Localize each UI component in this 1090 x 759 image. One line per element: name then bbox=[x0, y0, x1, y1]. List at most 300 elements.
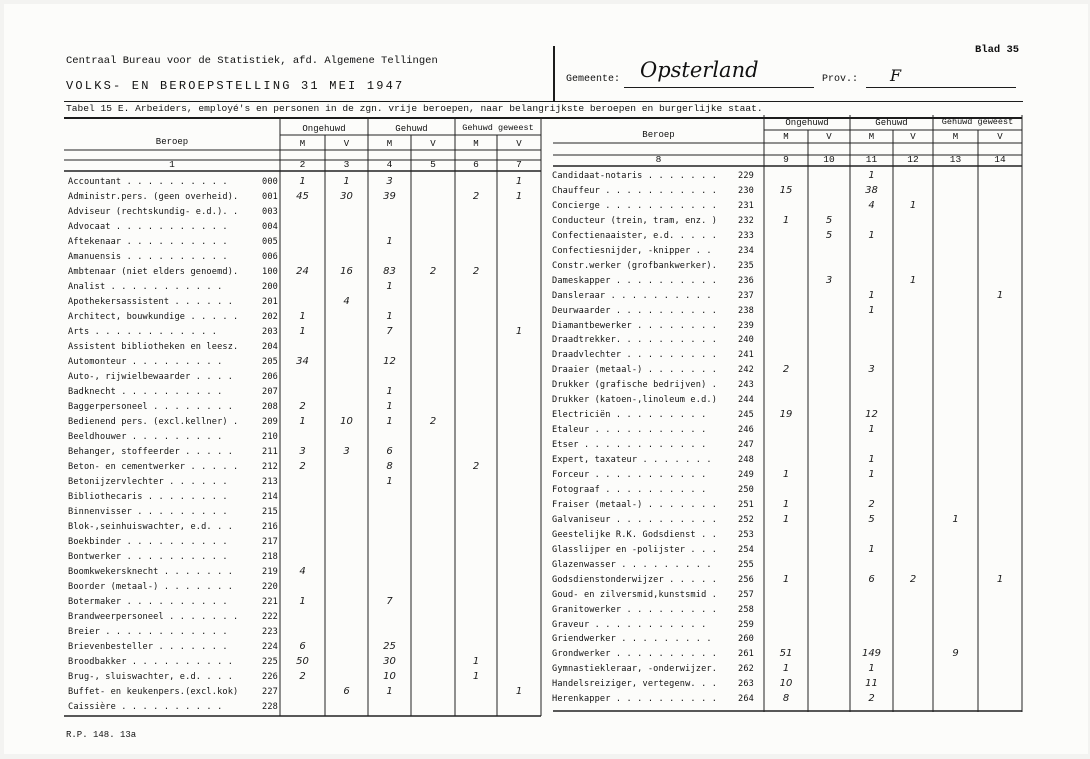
table-row bbox=[68, 582, 542, 595]
m-header: M bbox=[386, 139, 393, 149]
table-row bbox=[552, 440, 1022, 453]
occupation-code: 201 bbox=[262, 297, 278, 307]
organization-line: Centraal Bureau voor de Statistiek, afd. Algemene Tellingen bbox=[66, 55, 438, 67]
count-cell: 10 bbox=[383, 671, 396, 682]
prov-label: Prov.: bbox=[822, 74, 859, 85]
count-cell: 3 bbox=[825, 274, 833, 286]
table-row bbox=[68, 402, 542, 415]
table-row bbox=[68, 192, 542, 205]
occupation-label: Bontwerker . . . . . . . . . . bbox=[68, 552, 228, 562]
occupation-code: 226 bbox=[262, 672, 278, 682]
beroep-header-right: Beroep bbox=[642, 130, 675, 140]
occupation-code: 231 bbox=[738, 200, 754, 211]
occupation-label: Dansleraar . . . . . . . . . . bbox=[552, 290, 712, 301]
column-number: 12 bbox=[907, 154, 919, 165]
m-header: M bbox=[299, 139, 306, 149]
gemeente-label: Gemeente: bbox=[566, 74, 621, 85]
occupation-code: 230 bbox=[738, 185, 754, 196]
occupation-code: 202 bbox=[262, 312, 278, 322]
occupation-label: Dameskapper . . . . . . . . . . bbox=[552, 275, 718, 286]
count-cell: 1 bbox=[386, 236, 393, 247]
occupation-code: 223 bbox=[262, 627, 278, 637]
table-row bbox=[68, 252, 542, 265]
table-row bbox=[68, 492, 542, 505]
occupation-code: 233 bbox=[738, 230, 754, 241]
column-number: 4 bbox=[386, 159, 393, 170]
occupation-label: Galvaniseur . . . . . . . . . . bbox=[552, 514, 718, 525]
table-row bbox=[552, 365, 1022, 378]
count-cell: 16 bbox=[340, 266, 353, 277]
table-row bbox=[68, 267, 542, 280]
occupation-label: Beton- en cementwerker . . . . . bbox=[68, 462, 239, 472]
count-cell: 1 bbox=[868, 424, 875, 436]
occupation-code: 237 bbox=[738, 290, 754, 301]
occupation-code: 221 bbox=[262, 597, 278, 607]
table-row bbox=[68, 477, 542, 490]
table-title: Tabel 15 E. Arbeiders, employé's en personen in de zgn. vrije beroepen, naar belangrijkste beroepen en burgerlijke staat. bbox=[66, 103, 763, 114]
table-row bbox=[552, 545, 1022, 558]
occupation-label: Deurwaarder . . . . . . . . . . bbox=[552, 305, 718, 316]
count-cell: 6 bbox=[386, 446, 393, 457]
table-row bbox=[552, 500, 1022, 513]
count-cell: 45 bbox=[296, 191, 309, 202]
column-number: 13 bbox=[949, 154, 962, 165]
occupation-code: 245 bbox=[738, 410, 754, 421]
gehuwd-geweest-header-right: Gehuwd geweest bbox=[941, 117, 1014, 127]
census-title: VOLKS- EN BEROEPSTELLING 31 MEI 1947 bbox=[66, 79, 405, 93]
count-cell: 1 bbox=[782, 573, 790, 585]
count-cell: 34 bbox=[296, 356, 309, 367]
table-row bbox=[552, 455, 1022, 468]
column-number: 3 bbox=[343, 159, 350, 170]
table-row bbox=[68, 687, 542, 700]
table-row bbox=[552, 605, 1022, 618]
count-cell: 1 bbox=[299, 176, 306, 187]
count-cell: 5 bbox=[825, 214, 833, 226]
occupation-label: Handelsreiziger, vertegenw. . . bbox=[552, 679, 718, 690]
occupation-label: Brug-, sluiswachter, e.d. . . . bbox=[68, 672, 234, 682]
occupation-label: Etaleur . . . . . . . . . . . bbox=[552, 425, 707, 436]
table-row bbox=[552, 634, 1022, 647]
count-cell: 2 bbox=[782, 364, 790, 376]
occupation-label: Bedienend pers. (excl.kellner) . bbox=[68, 417, 239, 427]
occupation-code: 253 bbox=[738, 529, 754, 540]
table-row bbox=[552, 470, 1022, 483]
occupation-code: 225 bbox=[262, 657, 278, 667]
occupation-label: Draadtrekker. . . . . . . . . . bbox=[552, 335, 718, 346]
table-row bbox=[68, 177, 542, 190]
count-cell: 39 bbox=[383, 191, 396, 202]
table-row bbox=[552, 335, 1022, 348]
occupation-label: Grondwerker . . . . . . . . . . bbox=[552, 649, 718, 660]
m-header: M bbox=[783, 132, 789, 142]
count-cell: 6 bbox=[868, 573, 875, 585]
count-cell: 1 bbox=[868, 663, 875, 675]
occupation-code: 216 bbox=[262, 522, 278, 532]
occupation-code: 215 bbox=[262, 507, 278, 517]
occupation-label: Boorder (metaal-) . . . . . . . bbox=[68, 582, 234, 592]
occupation-code: 229 bbox=[738, 171, 754, 181]
table-row bbox=[68, 672, 542, 685]
occupation-label: Candidaat-notaris . . . . . . . bbox=[552, 171, 718, 181]
table-row bbox=[68, 657, 542, 670]
count-cell: 3 bbox=[386, 176, 393, 187]
occupation-label: Graveur . . . . . . . . . . . bbox=[552, 619, 707, 630]
occupation-label: Glazenwasser . . . . . . . . . bbox=[552, 559, 712, 570]
table-row bbox=[552, 350, 1022, 363]
table-row bbox=[68, 447, 542, 460]
occupation-code: 004 bbox=[262, 222, 278, 232]
occupation-label: Badknecht . . . . . . . . . . bbox=[68, 387, 223, 397]
table-row bbox=[552, 201, 1022, 214]
gehuwd-geweest-header-left: Gehuwd geweest bbox=[462, 123, 534, 133]
occupation-label: Aftekenaar . . . . . . . . . . bbox=[68, 237, 228, 247]
occupation-code: 235 bbox=[738, 260, 754, 271]
count-cell: 83 bbox=[383, 266, 396, 277]
count-cell: 1 bbox=[868, 543, 875, 555]
occupation-label: Confectienaaister, e.d. . . . . bbox=[552, 230, 718, 241]
beroep-header-left: Beroep bbox=[155, 137, 189, 147]
occupation-label: Automonteur . . . . . . . . . bbox=[68, 357, 223, 367]
table-row bbox=[68, 597, 542, 610]
count-cell: 2 bbox=[429, 266, 437, 277]
count-cell: 24 bbox=[296, 266, 309, 277]
table-row bbox=[552, 694, 1022, 707]
v-header: V bbox=[910, 132, 916, 142]
count-cell: 1 bbox=[868, 170, 875, 181]
occupation-code: 210 bbox=[262, 432, 278, 442]
column-number: 14 bbox=[994, 154, 1006, 165]
form-number: R.P. 148. 13a bbox=[66, 730, 137, 740]
occupation-code: 255 bbox=[738, 559, 754, 570]
table-row bbox=[68, 552, 542, 565]
count-cell: 5 bbox=[825, 229, 833, 241]
occupation-code: 214 bbox=[262, 492, 278, 502]
occupation-code: 206 bbox=[262, 372, 278, 382]
count-cell: 1 bbox=[952, 513, 959, 525]
occupation-code: 238 bbox=[738, 305, 754, 316]
count-cell: 1 bbox=[343, 176, 350, 187]
occupation-code: 001 bbox=[262, 192, 278, 202]
occupation-code: 212 bbox=[262, 462, 278, 472]
count-cell: 1 bbox=[909, 274, 917, 286]
count-cell: 1 bbox=[868, 454, 875, 466]
count-cell: 9 bbox=[952, 648, 959, 660]
ongehuwd-header-left: Ongehuwd bbox=[302, 124, 346, 134]
table-row bbox=[68, 237, 542, 250]
occupation-label: Fraiser (metaal-) . . . . . . . bbox=[552, 499, 718, 510]
occupation-label: Buffet- en keukenpers.(excl.kok) bbox=[68, 687, 239, 697]
occupation-code: 261 bbox=[738, 649, 754, 660]
count-cell: 1 bbox=[515, 191, 523, 202]
m-header: M bbox=[952, 132, 959, 142]
count-cell: 1 bbox=[515, 686, 523, 697]
count-cell: 2 bbox=[299, 401, 306, 412]
occupation-code: 228 bbox=[262, 702, 278, 712]
count-cell: 10 bbox=[340, 416, 353, 427]
count-cell: 6 bbox=[343, 686, 350, 697]
table-row bbox=[552, 276, 1022, 289]
table-row bbox=[68, 702, 542, 715]
occupation-code: 205 bbox=[262, 357, 278, 367]
m-header: M bbox=[473, 139, 479, 149]
occupation-code: 207 bbox=[262, 387, 278, 397]
count-cell: 1 bbox=[909, 199, 917, 211]
occupation-label: Constr.werker (grofbankwerker). bbox=[552, 260, 718, 271]
table-row bbox=[552, 291, 1022, 304]
ongehuwd-header-right: Ongehuwd bbox=[785, 118, 829, 128]
count-cell: 2 bbox=[299, 671, 306, 682]
occupation-label: Bibliothecaris . . . . . . . . bbox=[68, 492, 228, 502]
occupation-code: 243 bbox=[738, 380, 754, 391]
count-cell: 50 bbox=[296, 656, 309, 667]
table-row bbox=[552, 246, 1022, 259]
occupation-label: Draaier (metaal-) . . . . . . . bbox=[552, 365, 718, 376]
occupation-label: Apothekersassistent . . . . . . bbox=[68, 297, 234, 307]
table-row bbox=[68, 627, 542, 640]
occupation-label: Goud- en zilversmid,kunstsmid . bbox=[552, 589, 718, 600]
occupation-label: Beeldhouwer . . . . . . . . . bbox=[68, 432, 223, 442]
table-row bbox=[68, 222, 542, 235]
occupation-label: Chauffeur . . . . . . . . . . . bbox=[552, 185, 718, 196]
table-row bbox=[552, 321, 1022, 334]
occupation-code: 208 bbox=[262, 402, 278, 412]
occupation-label: Drukker (grafische bedrijven) . bbox=[552, 380, 718, 391]
count-cell: 19 bbox=[779, 409, 793, 421]
count-cell: 1 bbox=[515, 326, 523, 337]
count-cell: 1 bbox=[386, 476, 393, 487]
count-cell: 1 bbox=[472, 671, 480, 682]
count-cell: 1 bbox=[782, 498, 790, 510]
occupation-label: Geestelijke R.K. Godsdienst . . bbox=[552, 529, 718, 540]
occupation-code: 213 bbox=[262, 477, 278, 487]
occupation-label: Caissière . . . . . . . . . . bbox=[68, 702, 223, 712]
occupation-label: Granitowerker . . . . . . . . . bbox=[552, 604, 718, 615]
table-row bbox=[68, 522, 542, 535]
occupation-label: Glasslijper en -polijster . . . bbox=[552, 544, 718, 555]
occupation-code: 218 bbox=[262, 552, 278, 562]
count-cell: 1 bbox=[299, 416, 306, 427]
v-header: V bbox=[516, 139, 522, 149]
table-row bbox=[552, 679, 1022, 692]
occupation-label: Baggerpersoneel . . . . . . . . bbox=[68, 402, 234, 412]
occupation-code: 203 bbox=[262, 327, 278, 337]
occupation-code: 250 bbox=[738, 484, 754, 495]
occupation-code: 246 bbox=[738, 425, 754, 436]
count-cell: 1 bbox=[299, 326, 306, 337]
table-row bbox=[68, 462, 542, 475]
count-cell: 1 bbox=[472, 656, 480, 667]
occupation-code: 251 bbox=[738, 499, 754, 510]
column-number: 11 bbox=[865, 154, 878, 165]
m-header: M bbox=[868, 132, 875, 142]
occupation-code: 262 bbox=[738, 664, 754, 675]
count-cell: 1 bbox=[782, 663, 790, 675]
occupation-code: 209 bbox=[262, 417, 278, 427]
occupation-label: Architect, bouwkundige . . . . . bbox=[68, 312, 239, 322]
count-cell: 4 bbox=[868, 199, 875, 211]
table-row bbox=[68, 612, 542, 625]
occupation-code: 232 bbox=[738, 215, 754, 226]
occupation-code: 211 bbox=[262, 447, 278, 457]
count-cell: 1 bbox=[386, 416, 393, 427]
count-cell: 3 bbox=[343, 446, 350, 457]
occupation-label: Blok-,seinhuiswachter, e.d. . . bbox=[68, 522, 234, 532]
occupation-code: 254 bbox=[738, 544, 754, 555]
table-row bbox=[68, 642, 542, 655]
occupation-code: 263 bbox=[738, 679, 754, 690]
count-cell: 1 bbox=[386, 401, 393, 412]
occupation-code: 244 bbox=[738, 395, 754, 406]
occupation-label: Brievenbesteller . . . . . . . bbox=[68, 642, 228, 652]
occupation-code: 240 bbox=[738, 335, 754, 346]
count-cell: 6 bbox=[299, 641, 306, 652]
occupation-code: 217 bbox=[262, 537, 278, 547]
count-cell: 30 bbox=[340, 191, 353, 202]
table-row bbox=[68, 372, 542, 385]
occupation-label: Amanuensis . . . . . . . . . . bbox=[68, 252, 228, 262]
occupation-code: 247 bbox=[738, 440, 754, 451]
occupation-code: 257 bbox=[738, 589, 754, 600]
occupation-label: Accountant . . . . . . . . . . bbox=[68, 177, 228, 187]
sheet-label: Blad 35 bbox=[975, 44, 1020, 56]
occupation-label: Gymnastiekleraar, -onderwijzer. bbox=[552, 664, 718, 675]
table-row bbox=[552, 395, 1022, 408]
table-row bbox=[552, 515, 1022, 528]
count-cell: 2 bbox=[429, 416, 437, 427]
count-cell: 10 bbox=[779, 678, 793, 690]
count-cell: 1 bbox=[782, 469, 790, 480]
count-cell: 2 bbox=[909, 573, 917, 585]
occupation-code: 003 bbox=[262, 207, 278, 217]
occupation-label: Confectiesnijder, -knipper . . bbox=[552, 245, 712, 256]
table-row bbox=[552, 590, 1022, 603]
table-row bbox=[68, 342, 542, 355]
occupation-code: 248 bbox=[738, 455, 754, 466]
count-cell: 1 bbox=[782, 214, 790, 226]
occupation-code: 006 bbox=[262, 252, 278, 262]
occupation-label: Drukker (katoen-,linoleum e.d.) bbox=[552, 395, 718, 406]
occupation-code: 264 bbox=[738, 694, 754, 705]
count-cell: 1 bbox=[299, 596, 306, 607]
count-cell: 8 bbox=[386, 461, 393, 472]
occupation-code: 256 bbox=[738, 574, 754, 585]
occupation-label: Expert, taxateur . . . . . . . bbox=[552, 455, 712, 466]
occupation-code: 222 bbox=[262, 612, 278, 622]
count-cell: 149 bbox=[861, 648, 882, 660]
count-cell: 1 bbox=[386, 281, 393, 292]
gehuwd-header-left: Gehuwd bbox=[395, 124, 428, 134]
occupation-code: 100 bbox=[262, 267, 278, 277]
occupation-code: 234 bbox=[738, 245, 754, 256]
count-cell: 2 bbox=[472, 266, 480, 277]
table-row bbox=[68, 537, 542, 550]
table-row bbox=[68, 327, 542, 340]
count-cell: 1 bbox=[996, 573, 1004, 585]
occupation-label: Breier . . . . . . . . . . . . bbox=[68, 627, 228, 637]
gehuwd-header-right: Gehuwd bbox=[875, 118, 908, 128]
table-row bbox=[68, 312, 542, 325]
table-row bbox=[68, 387, 542, 400]
count-cell: 2 bbox=[299, 461, 306, 472]
occupation-label: Arts . . . . . . . . . . . . bbox=[68, 327, 218, 337]
count-cell: 1 bbox=[386, 686, 393, 697]
occupation-label: Adviseur (rechtskundig- e.d.). . bbox=[68, 207, 239, 217]
table-row bbox=[68, 207, 542, 220]
occupation-label: Assistent bibliotheken en leesz. bbox=[68, 342, 239, 352]
occupation-label: Boekbinder . . . . . . . . . . bbox=[68, 537, 228, 547]
table-row bbox=[68, 357, 542, 370]
column-number: 1 bbox=[169, 159, 175, 170]
column-number: 7 bbox=[516, 159, 522, 170]
occupation-label: Binnenvisser . . . . . . . . . bbox=[68, 507, 228, 517]
table-row bbox=[68, 297, 542, 310]
count-cell: 12 bbox=[865, 409, 878, 421]
occupation-label: Auto-, rijwielbewaarder . . . . bbox=[68, 372, 234, 382]
occupation-code: 224 bbox=[262, 642, 278, 652]
occupation-label: Etser . . . . . . . . . . . . bbox=[552, 440, 707, 451]
table-row bbox=[552, 664, 1022, 677]
count-cell: 1 bbox=[868, 229, 875, 241]
occupation-label: Herenkapper . . . . . . . . . . bbox=[552, 694, 718, 705]
occupation-label: Botermaker . . . . . . . . . . bbox=[68, 597, 228, 607]
occupation-label: Betonijzervlechter . . . . . . bbox=[68, 477, 228, 487]
column-number: 2 bbox=[299, 159, 306, 170]
count-cell: 3 bbox=[868, 364, 875, 376]
occupation-code: 239 bbox=[738, 320, 754, 331]
occupation-code: 259 bbox=[738, 619, 754, 630]
occupation-code: 252 bbox=[738, 514, 754, 525]
table-row bbox=[552, 186, 1022, 199]
occupation-code: 200 bbox=[262, 282, 278, 292]
table-row bbox=[552, 425, 1022, 438]
occupation-code: 204 bbox=[262, 342, 278, 352]
occupation-code: 005 bbox=[262, 237, 278, 247]
occupation-code: 260 bbox=[738, 634, 754, 645]
table-row bbox=[552, 560, 1022, 573]
occupation-label: Behanger, stoffeerder . . . . . bbox=[68, 447, 234, 457]
count-cell: 7 bbox=[386, 326, 393, 337]
v-header: V bbox=[430, 139, 436, 149]
count-cell: 4 bbox=[299, 566, 306, 577]
count-cell: 2 bbox=[472, 461, 480, 472]
occupation-label: Griendwerker . . . . . . . . . bbox=[552, 634, 712, 645]
count-cell: 1 bbox=[868, 304, 875, 316]
occupation-label: Ambtenaar (niet elders genoemd). bbox=[68, 267, 239, 277]
prov-value: F bbox=[890, 66, 902, 85]
occupation-code: 258 bbox=[738, 604, 754, 615]
occupation-code: 219 bbox=[262, 567, 278, 577]
occupation-code: 236 bbox=[738, 275, 754, 286]
column-number: 6 bbox=[473, 159, 479, 170]
table-row bbox=[552, 410, 1022, 423]
occupation-label: Draadvlechter . . . . . . . . . bbox=[552, 350, 718, 361]
count-cell: 4 bbox=[343, 296, 350, 307]
table-row bbox=[552, 171, 1022, 184]
count-cell: 1 bbox=[996, 289, 1004, 301]
table-row bbox=[552, 216, 1022, 229]
column-number: 9 bbox=[783, 154, 789, 165]
occupation-code: 227 bbox=[262, 687, 278, 697]
count-cell: 1 bbox=[386, 311, 393, 322]
count-cell: 7 bbox=[386, 596, 393, 607]
table-row bbox=[552, 530, 1022, 543]
table-row bbox=[552, 620, 1022, 633]
table-row bbox=[68, 432, 542, 445]
count-cell: 2 bbox=[868, 693, 875, 705]
count-cell: 3 bbox=[299, 446, 306, 457]
occupation-label: Electriciën . . . . . . . . . bbox=[552, 410, 707, 421]
